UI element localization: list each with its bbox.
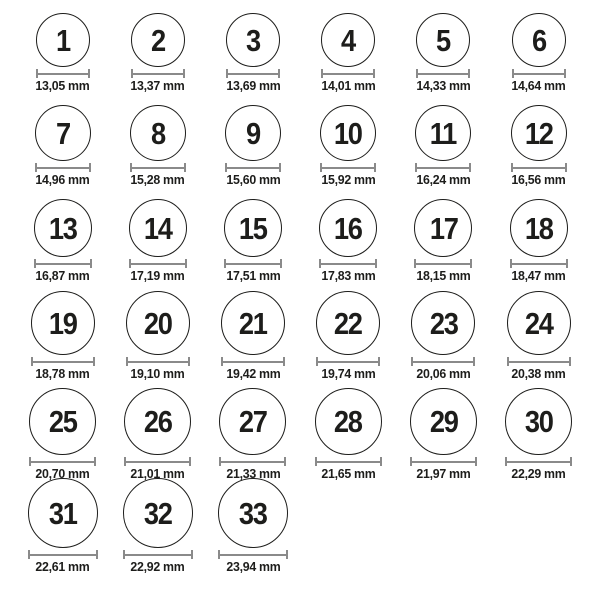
measure-tick-right-icon — [374, 163, 376, 172]
diameter-measure-line — [512, 69, 566, 78]
diameter-label: 23,94 mm — [225, 559, 280, 574]
diameter-measure-line — [124, 457, 191, 466]
measure-tick-left-icon — [131, 69, 133, 78]
diameter-measure-line — [315, 457, 382, 466]
diameter-label: 16,24 mm — [416, 172, 471, 187]
diameter-measure-line — [416, 69, 470, 78]
diameter-label: 20,06 mm — [416, 366, 471, 381]
diameter-label: 18,47 mm — [511, 268, 566, 283]
ring-size-number: 28 — [334, 404, 363, 439]
measure-tick-left-icon — [34, 259, 36, 268]
ring-size-number: 22 — [334, 305, 363, 341]
diameter-label: 20,70 mm — [35, 466, 90, 481]
measure-tick-right-icon — [93, 357, 95, 366]
diameter-label: 20,38 mm — [511, 366, 566, 381]
diameter-label: 18,15 mm — [416, 268, 471, 283]
ring-size-number: 2 — [150, 22, 165, 58]
ring-size-cell — [491, 8, 586, 93]
ring-circle — [411, 291, 475, 355]
chart-row — [15, 283, 586, 381]
ring-size-cell — [205, 187, 300, 283]
diameter-measure-line — [224, 259, 282, 268]
diameter-label: 17,83 mm — [321, 268, 376, 283]
diameter-label: 14,33 mm — [416, 78, 471, 93]
measure-tick-right-icon — [185, 259, 187, 268]
measure-tick-right-icon — [88, 69, 90, 78]
diameter-label: 21,01 mm — [130, 466, 185, 481]
ring-size-number: 30 — [524, 404, 553, 439]
measure-tick-left-icon — [28, 550, 30, 559]
diameter-measure-line — [319, 259, 377, 268]
measure-tick-right-icon — [564, 69, 566, 78]
chart-row — [15, 93, 586, 187]
ring-size-cell — [15, 283, 110, 381]
ring-size-number: 13 — [48, 210, 77, 246]
diameter-label: 13,69 mm — [225, 78, 280, 93]
diameter-label: 19,10 mm — [130, 366, 185, 381]
diameter-label: 22,29 mm — [511, 466, 566, 481]
measure-tick-right-icon — [89, 163, 91, 172]
ring-size-cell — [301, 93, 396, 187]
chart-row — [15, 8, 586, 93]
ring-circle — [221, 291, 285, 355]
ring-circle — [315, 388, 382, 455]
diameter-measure-line — [29, 457, 96, 466]
diameter-measure-line — [35, 163, 91, 172]
measure-tick-left-icon — [315, 457, 317, 466]
ring-size-number: 16 — [334, 210, 363, 246]
ring-circle — [410, 388, 477, 455]
ring-circle — [130, 105, 186, 161]
measure-tick-left-icon — [512, 69, 514, 78]
ring-size-cell — [110, 93, 205, 187]
ring-circle — [31, 291, 95, 355]
ring-size-number: 7 — [55, 115, 70, 151]
ring-circle — [123, 478, 193, 548]
measure-tick-left-icon — [126, 357, 128, 366]
measure-tick-right-icon — [565, 163, 567, 172]
diameter-label: 18,78 mm — [35, 366, 90, 381]
ring-circle — [226, 13, 280, 67]
ring-circle — [319, 199, 377, 257]
measure-tick-right-icon — [475, 457, 477, 466]
diameter-label: 14,01 mm — [321, 78, 376, 93]
ring-size-cell — [205, 381, 300, 481]
ring-size-cell — [301, 187, 396, 283]
diameter-label: 14,96 mm — [35, 172, 90, 187]
diameter-measure-line — [414, 259, 472, 268]
chart-row — [15, 381, 586, 481]
ring-size-cell — [301, 381, 396, 481]
diameter-measure-line — [130, 163, 186, 172]
diameter-measure-line — [410, 457, 477, 466]
diameter-label: 13,05 mm — [35, 78, 90, 93]
ring-size-number: 15 — [239, 210, 267, 246]
diameter-measure-line — [31, 357, 95, 366]
measure-tick-left-icon — [505, 457, 507, 466]
measure-tick-right-icon — [373, 69, 375, 78]
ring-size-cell — [301, 8, 396, 93]
diameter-label: 13,37 mm — [130, 78, 185, 93]
ring-circle — [507, 291, 571, 355]
ring-size-number: 3 — [246, 22, 260, 58]
ring-size-cell — [110, 187, 205, 283]
ring-circle — [35, 105, 91, 161]
ring-circle — [512, 13, 566, 67]
diameter-measure-line — [316, 357, 380, 366]
ring-size-number: 32 — [143, 495, 172, 531]
measure-tick-left-icon — [35, 163, 37, 172]
ring-circle — [28, 478, 98, 548]
measure-tick-right-icon — [284, 457, 286, 466]
measure-tick-right-icon — [380, 457, 382, 466]
ring-circle — [34, 199, 92, 257]
measure-tick-right-icon — [94, 457, 96, 466]
measure-tick-left-icon — [507, 357, 509, 366]
measure-tick-left-icon — [416, 69, 418, 78]
diameter-label: 21,33 mm — [225, 466, 280, 481]
measure-tick-right-icon — [96, 550, 98, 559]
measure-tick-left-icon — [123, 550, 125, 559]
ring-size-cell — [396, 283, 491, 381]
diameter-measure-line — [511, 163, 567, 172]
ring-size-number: 20 — [143, 305, 172, 341]
measure-tick-right-icon — [473, 357, 475, 366]
measure-tick-right-icon — [184, 163, 186, 172]
ring-circle — [225, 105, 281, 161]
measure-tick-left-icon — [510, 259, 512, 268]
diameter-measure-line — [226, 69, 280, 78]
ring-size-number: 25 — [48, 404, 77, 439]
diameter-label: 16,87 mm — [35, 268, 90, 283]
ring-size-cell — [15, 187, 110, 283]
diameter-measure-line — [36, 69, 90, 78]
ring-size-cell — [110, 481, 205, 574]
measure-tick-right-icon — [189, 457, 191, 466]
measure-tick-right-icon — [183, 69, 185, 78]
ring-size-number: 33 — [239, 495, 267, 531]
ring-circle — [414, 199, 472, 257]
measure-tick-left-icon — [31, 357, 33, 366]
measure-tick-left-icon — [320, 163, 322, 172]
diameter-measure-line — [34, 259, 92, 268]
ring-size-cell — [396, 381, 491, 481]
diameter-measure-line — [219, 457, 286, 466]
measure-tick-left-icon — [218, 550, 220, 559]
measure-tick-left-icon — [129, 259, 131, 268]
ring-size-number: 18 — [524, 210, 553, 246]
measure-tick-right-icon — [468, 69, 470, 78]
ring-size-cell — [301, 283, 396, 381]
ring-size-number: 10 — [334, 115, 363, 151]
ring-size-cell — [491, 381, 586, 481]
measure-tick-right-icon — [470, 259, 472, 268]
ring-size-number: 11 — [430, 115, 457, 151]
diameter-measure-line — [225, 163, 281, 172]
diameter-label: 22,92 mm — [130, 559, 185, 574]
ring-size-number: 21 — [239, 305, 267, 341]
diameter-label: 22,61 mm — [35, 559, 90, 574]
diameter-measure-line — [510, 259, 568, 268]
measure-tick-left-icon — [414, 259, 416, 268]
measure-tick-right-icon — [283, 357, 285, 366]
ring-circle — [29, 388, 96, 455]
diameter-label: 17,51 mm — [225, 268, 280, 283]
ring-size-cell — [110, 8, 205, 93]
ring-size-cell — [205, 283, 300, 381]
diameter-measure-line — [218, 550, 288, 559]
ring-size-number: 9 — [246, 115, 260, 151]
diameter-measure-line — [129, 259, 187, 268]
ring-size-cell — [491, 283, 586, 381]
diameter-label: 14,64 mm — [511, 78, 566, 93]
ring-size-number: 1 — [55, 22, 70, 58]
measure-tick-left-icon — [511, 163, 513, 172]
measure-tick-right-icon — [469, 163, 471, 172]
diameter-measure-line — [505, 457, 572, 466]
diameter-label: 15,28 mm — [130, 172, 185, 187]
ring-size-number: 19 — [48, 305, 77, 341]
ring-size-cell — [205, 8, 300, 93]
ring-circle — [126, 291, 190, 355]
measure-tick-left-icon — [224, 259, 226, 268]
measure-tick-right-icon — [90, 259, 92, 268]
measure-tick-left-icon — [130, 163, 132, 172]
measure-tick-right-icon — [566, 259, 568, 268]
ring-size-cell — [15, 93, 110, 187]
ring-size-cell — [205, 481, 300, 574]
diameter-label: 15,60 mm — [225, 172, 280, 187]
ring-circle — [320, 105, 376, 161]
ring-size-cell — [396, 8, 491, 93]
ring-size-number: 4 — [341, 22, 356, 58]
measure-tick-left-icon — [29, 457, 31, 466]
diameter-measure-line — [221, 357, 285, 366]
ring-circle — [218, 478, 288, 548]
diameter-label: 15,92 mm — [321, 172, 376, 187]
measure-tick-left-icon — [221, 357, 223, 366]
diameter-label: 17,19 mm — [130, 268, 185, 283]
measure-tick-left-icon — [225, 163, 227, 172]
ring-size-number: 5 — [436, 22, 451, 58]
measure-tick-right-icon — [280, 259, 282, 268]
diameter-measure-line — [321, 69, 375, 78]
measure-tick-left-icon — [124, 457, 126, 466]
ring-circle — [415, 105, 471, 161]
measure-tick-right-icon — [278, 69, 280, 78]
measure-tick-left-icon — [219, 457, 221, 466]
diameter-measure-line — [126, 357, 190, 366]
diameter-measure-line — [411, 357, 475, 366]
ring-circle — [124, 388, 191, 455]
diameter-measure-line — [28, 550, 98, 559]
ring-circle — [321, 13, 375, 67]
measure-tick-right-icon — [279, 163, 281, 172]
ring-circle — [129, 199, 187, 257]
ring-size-number: 8 — [150, 115, 165, 151]
diameter-label: 19,74 mm — [321, 366, 376, 381]
measure-tick-left-icon — [226, 69, 228, 78]
measure-tick-left-icon — [415, 163, 417, 172]
ring-size-cell — [110, 381, 205, 481]
measure-tick-left-icon — [319, 259, 321, 268]
ring-size-cell — [15, 481, 110, 574]
measure-tick-right-icon — [188, 357, 190, 366]
measure-tick-right-icon — [569, 357, 571, 366]
ring-size-cell — [396, 187, 491, 283]
ring-circle — [505, 388, 572, 455]
measure-tick-left-icon — [316, 357, 318, 366]
ring-size-number: 6 — [531, 22, 546, 58]
measure-tick-right-icon — [570, 457, 572, 466]
ring-size-number: 29 — [429, 404, 458, 439]
ring-size-cell — [15, 381, 110, 481]
ring-size-number: 23 — [429, 305, 458, 341]
measure-tick-left-icon — [410, 457, 412, 466]
measure-tick-right-icon — [286, 550, 288, 559]
ring-size-cell — [491, 187, 586, 283]
chart-row — [15, 187, 586, 283]
diameter-measure-line — [415, 163, 471, 172]
ring-circle — [36, 13, 90, 67]
ring-circle — [131, 13, 185, 67]
measure-tick-left-icon — [411, 357, 413, 366]
diameter-measure-line — [320, 163, 376, 172]
diameter-measure-line — [507, 357, 571, 366]
chart-row — [15, 481, 586, 600]
ring-circle — [316, 291, 380, 355]
ring-circle — [510, 199, 568, 257]
diameter-label: 21,97 mm — [416, 466, 471, 481]
ring-size-number: 14 — [143, 210, 172, 246]
ring-size-number: 17 — [429, 210, 458, 246]
measure-tick-left-icon — [321, 69, 323, 78]
ring-size-cell — [110, 283, 205, 381]
ring-size-cell — [15, 8, 110, 93]
diameter-label: 16,56 mm — [511, 172, 566, 187]
ring-circle — [224, 199, 282, 257]
ring-circle — [219, 388, 286, 455]
ring-size-cell — [205, 93, 300, 187]
measure-tick-left-icon — [36, 69, 38, 78]
diameter-label: 19,42 mm — [225, 366, 280, 381]
ring-size-cell — [396, 93, 491, 187]
measure-tick-right-icon — [375, 259, 377, 268]
ring-size-number: 31 — [48, 495, 77, 531]
ring-size-number: 26 — [143, 404, 172, 439]
ring-size-number: 27 — [239, 404, 267, 439]
ring-size-number: 24 — [524, 305, 553, 341]
diameter-label: 21,65 mm — [321, 466, 376, 481]
diameter-measure-line — [131, 69, 185, 78]
diameter-measure-line — [123, 550, 193, 559]
measure-tick-right-icon — [191, 550, 193, 559]
ring-circle — [416, 13, 470, 67]
ring-size-number: 12 — [524, 115, 553, 151]
ring-size-cell — [491, 93, 586, 187]
measure-tick-right-icon — [378, 357, 380, 366]
ring-circle — [511, 105, 567, 161]
